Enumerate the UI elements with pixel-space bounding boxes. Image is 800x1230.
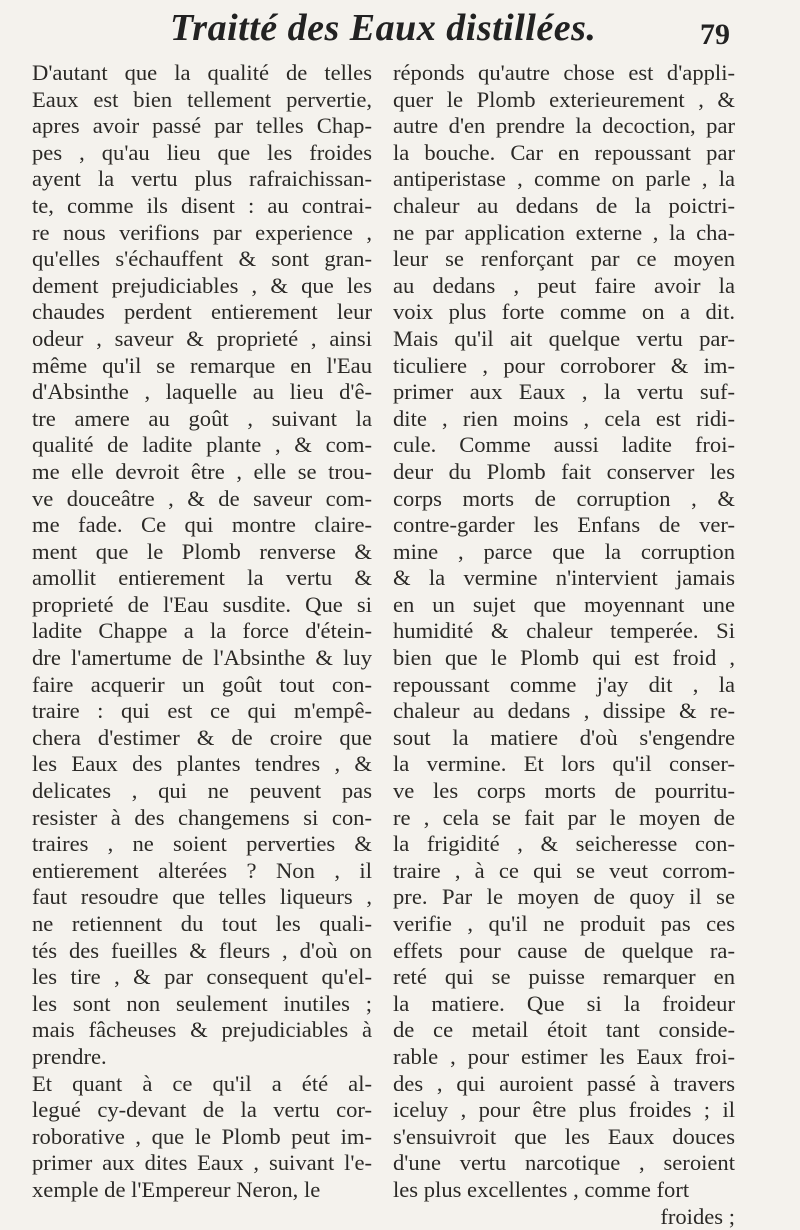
text-line: odeur , saveur & proprieté , ainsi — [32, 325, 372, 351]
text-line: amollit entierement la vertu & — [32, 565, 372, 591]
text-line: les Eaux des plantes tendres , & — [32, 751, 372, 777]
text-line: dre l'amertume de l'Absinthe & luy — [32, 645, 372, 671]
text-line: dite , rien moins , cela est ridi- — [393, 405, 735, 431]
text-line: effets pour cause de quelque ra- — [393, 937, 735, 963]
text-line: de ce metail étoit tant conside- — [393, 1017, 735, 1043]
text-line: resister à des changemens si con- — [32, 804, 372, 830]
text-line: des , qui auroient passé à travers — [393, 1070, 735, 1096]
text-line: mais fâcheuses & prejudiciables à — [32, 1017, 372, 1043]
text-line: deur du Plomb fait conserver les — [393, 458, 735, 484]
text-line: bien que le Plomb qui est froid , — [393, 645, 735, 671]
page-number: 79 — [700, 18, 730, 51]
text-line: ne par application externe , la cha- — [393, 219, 735, 245]
text-line: leur se renforçant par ce moyen — [393, 246, 735, 272]
text-line: dement prejudiciables , & que les — [32, 272, 372, 298]
text-line: autre d'en prendre la decoction, par — [393, 113, 735, 139]
catchword: froides ; — [660, 1203, 735, 1229]
text-line: sout la matiere d'où s'engendre — [393, 724, 735, 750]
text-line: xemple de l'Empereur Neron, le — [32, 1176, 321, 1202]
text-line: verifie , qu'il ne produit pas ces — [393, 911, 735, 936]
text-line: me elle devroit être , elle se trou- — [32, 458, 372, 484]
text-line: chera d'estimer & de croire que — [32, 724, 372, 750]
text-line: chaleur au dedans de la poictri- — [393, 192, 735, 218]
text-line: en un sujet que moyennant une — [393, 591, 735, 617]
text-line: même qu'il se remarque en l'Eau — [32, 352, 372, 378]
text-line: traires , ne soient perverties & — [32, 831, 372, 857]
text-line: re , cela se fait par le moyen de — [393, 804, 735, 830]
text-line: d'une vertu narcotique , seroient — [393, 1150, 735, 1176]
text-line: voix plus forte comme on a dit. — [393, 299, 735, 325]
text-line: ment que le Plomb renverse & — [32, 538, 372, 564]
running-title: Traitté des Eaux distillées. — [170, 7, 597, 49]
text-line: ne retiennent du tout les quali- — [32, 911, 372, 936]
text-line: les sont non seulement inutiles ; — [32, 990, 372, 1016]
text-line: prendre. — [32, 1043, 107, 1069]
text-line: proprieté de l'Eau susdite. Que si — [32, 591, 372, 617]
text-line: qualité de ladite plante , & com- — [32, 432, 372, 458]
text-line: faut resoudre que telles liqueurs , — [32, 884, 372, 910]
text-line: primer aux dites Eaux , suivant l'e- — [32, 1150, 372, 1176]
right-text-column — [393, 60, 735, 1230]
text-line: primer aux Eaux , la vertu suf- — [393, 379, 735, 405]
text-line: roborative , que le Plomb peut im- — [32, 1123, 372, 1149]
text-line: entierement alterées ? Non , il — [32, 857, 372, 883]
text-line: pre. Par le moyen de quoy il se — [393, 884, 735, 910]
text-line: la bouche. Car en repoussant par — [393, 139, 735, 165]
text-line: les tire , & par consequent qu'el- — [32, 964, 372, 990]
text-line: & la vermine n'intervient jamais — [393, 565, 735, 591]
text-line: repoussant comme j'ay dit , la — [393, 671, 735, 697]
text-line: cule. Comme aussi ladite froi- — [393, 432, 735, 458]
text-line: Et quant à ce qu'il a été al- — [32, 1070, 372, 1096]
text-line: traire , à ce qui se veut corrom- — [393, 857, 735, 883]
text-line: faire acquerir un goût tout con- — [32, 671, 372, 697]
text-line: apres avoir passé par telles Chap- — [32, 113, 372, 139]
text-line: ve douceâtre , & de saveur com- — [32, 485, 372, 511]
left-text-column — [32, 60, 372, 1204]
text-line: ladite Chappe a la force d'étein- — [32, 618, 372, 644]
text-line: legué cy-devant de la vertu cor- — [32, 1097, 372, 1123]
text-line: la matiere. Que si la froideur — [393, 990, 735, 1016]
text-line: tés des fueilles & fleurs , d'où on — [32, 937, 372, 963]
text-line: d'Absinthe , laquelle au lieu d'ê- — [32, 379, 372, 405]
text-line: corps morts de corruption , & — [393, 485, 735, 511]
text-line: ve les corps morts de pourritu- — [393, 778, 735, 804]
text-line: au dedans , peut faire avoir la — [393, 272, 735, 298]
text-line: s'ensuivroit que les Eaux douces — [393, 1123, 735, 1149]
text-line: quer le Plomb exterieurement , & — [393, 86, 735, 112]
text-line: chaudes perdent entierement leur — [32, 299, 372, 325]
text-line: rable , pour estimer les Eaux froi- — [393, 1043, 735, 1069]
text-line: ticuliere , pour corroborer & im- — [393, 352, 735, 378]
text-line: humidité & chaleur temperée. Si — [393, 618, 735, 644]
text-line: antiperistase , comme on parle , la — [393, 166, 735, 192]
text-line: traire : qui est ce qui m'empê- — [32, 698, 372, 724]
text-line: Eaux est bien tellement pervertie, — [32, 86, 372, 112]
text-line: contre-garder les Enfans de ver- — [393, 512, 735, 538]
text-line: reté qui se puisse remarquer en — [393, 964, 735, 990]
text-line: qu'elles s'échauffent & sont gran- — [32, 246, 372, 272]
text-line: Mais qu'il ait quelque vertu par- — [393, 325, 735, 351]
text-line: re nous verifions par experience , — [32, 219, 372, 245]
text-line: pes , qu'au lieu que les froides — [32, 139, 372, 165]
text-line: la frigidité , & seicheresse con- — [393, 831, 735, 857]
text-line: tre amere au goût , suivant la — [32, 405, 372, 431]
text-line: mine , parce que la corruption — [393, 538, 735, 564]
text-line: la vermine. Et lors qu'il conser- — [393, 751, 735, 777]
text-line: les plus excellentes , comme fort — [393, 1176, 690, 1202]
text-line: delicates , qui ne peuvent pas — [32, 778, 372, 804]
page-header — [0, 4, 800, 60]
text-line: chaleur au dedans , dissipe & re- — [393, 698, 735, 724]
text-line: D'autant que la qualité de telles — [32, 60, 372, 85]
text-line: réponds qu'autre chose est d'appli- — [393, 60, 735, 85]
text-line: me fade. Ce qui montre claire- — [32, 512, 372, 538]
text-line: iceluy , pour être plus froides ; il — [393, 1097, 735, 1123]
text-line: te, comme ils disent : au contrai- — [32, 192, 372, 218]
text-line: ayent la vertu plus rafraichissan- — [32, 166, 372, 192]
